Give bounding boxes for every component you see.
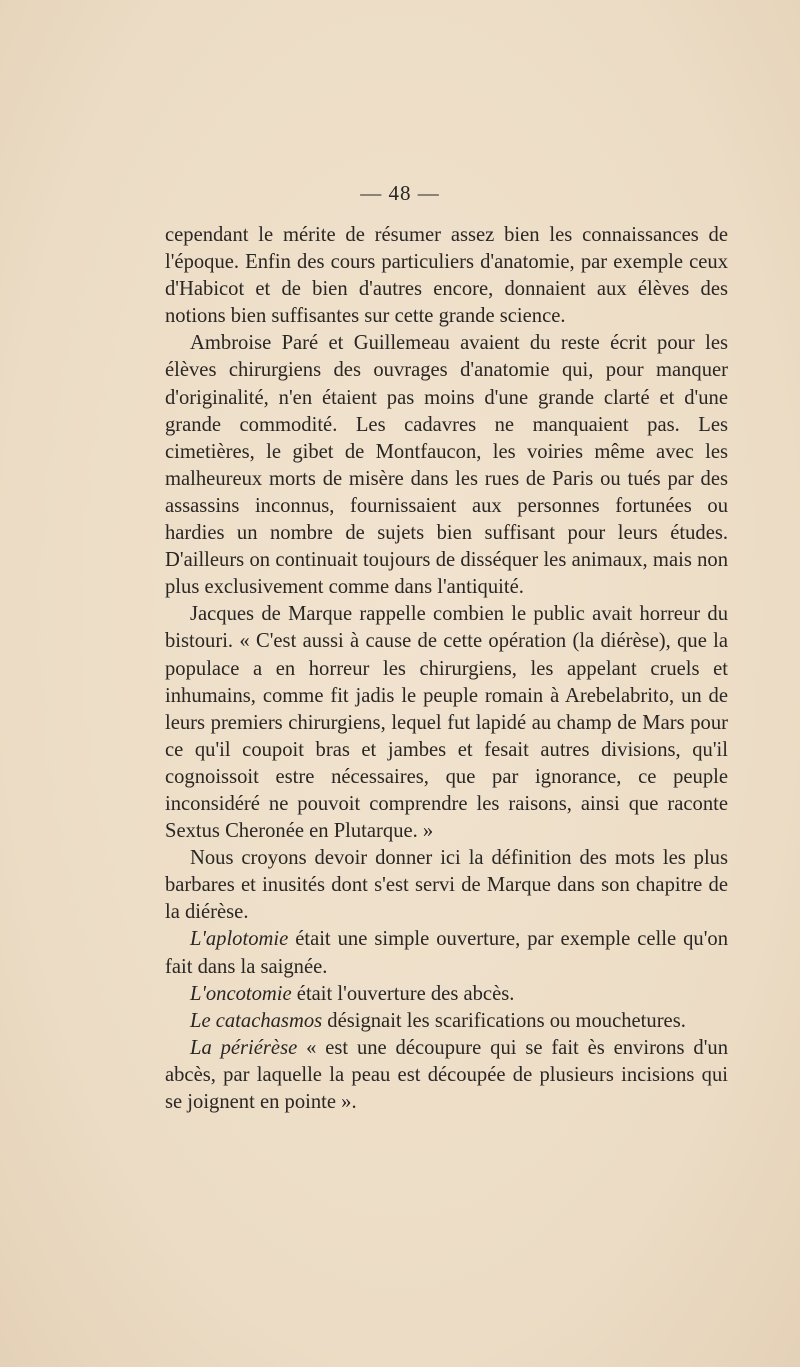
definition-term: L'aplotomie [190,928,289,951]
paragraph: Jacques de Marque rappelle combien le public avait horreur du bistouri. « C'est aussi à cause de cette opération (la diérèse), que la populace a en horreur les chirurgiens, les appelant cruels et inhumains, comme fit jadis le peuple romain à Arebelabrito, un de leurs premiers chirurgiens, lequel fut lapidé au champ de Mars pour ce qu'il coupoit bras et jambes et fesait autres divisions, qu'il cognoissoit estre nécessaires, que par ignorance, ce peuple inconsidéré ne pouvoit comprendre les raisons, ainsi que raconte Sextus Cheronée en Plutarque. » [165,603,728,843]
paragraph: Nous croyons devoir donner ici la définition des mots les plus barbares et inusités dont s'est servi de Marque dans son chapitre de la diérèse. [165,847,728,924]
body-text [165,222,728,1116]
definition-perierese [165,1035,728,1116]
page-number: — 48 — [360,181,440,205]
definition-oncotomie [165,981,728,1008]
definition-text: était l'ouverture des abcès. [291,982,515,1005]
definition-catachasmos [165,1008,728,1035]
definition-text: était une simple ouverture, par exemple celle qu'on fait dans la saignée. [165,928,728,978]
paragraph: Ambroise Paré et Guillemeau avaient du reste écrit pour les élèves chirurgiens des ouvrages d'anatomie qui, pour manquer d'originalité, n'en étaient pas moins d'une grande clarté et d'une grande commodité. Les cadavres ne manquaient pas. Les cimetières, le gibet de Montfaucon, les voiries même avec les malheureux morts de misère dans les rues de Paris ou tués par des assassins inconnus, fournissaient aux personnes fortunées ou hardies un nombre de sujets bien suffisant pour leurs études. D'ailleurs on continuait toujours de disséquer les animaux, mais non plus exclusivement comme dans l'antiquité. [165,332,728,599]
definition-term: La périérèse [190,1036,298,1059]
paragraph-continued: cependant le mérite de résumer assez bien les connaissances de l'époque. Enfin des cours particuliers d'anatomie, par exemple ceux d'Habicot et de bien d'autres encore, donnaient aux élèves des notions bien suffisantes sur cette grande science. [165,224,728,328]
definition-term: Le catachasmos [190,1009,323,1032]
definition-text: désignait les scarifications ou mouchetures. [322,1009,686,1032]
definition-aplotomie [165,926,728,980]
definition-text: « est une découpure qui se fait ès environs d'un abcès, par laquelle la peau est découpée de plusieurs incisions qui se joignent en pointe ». [165,1036,728,1113]
definition-term: L'oncotomie [190,982,292,1005]
